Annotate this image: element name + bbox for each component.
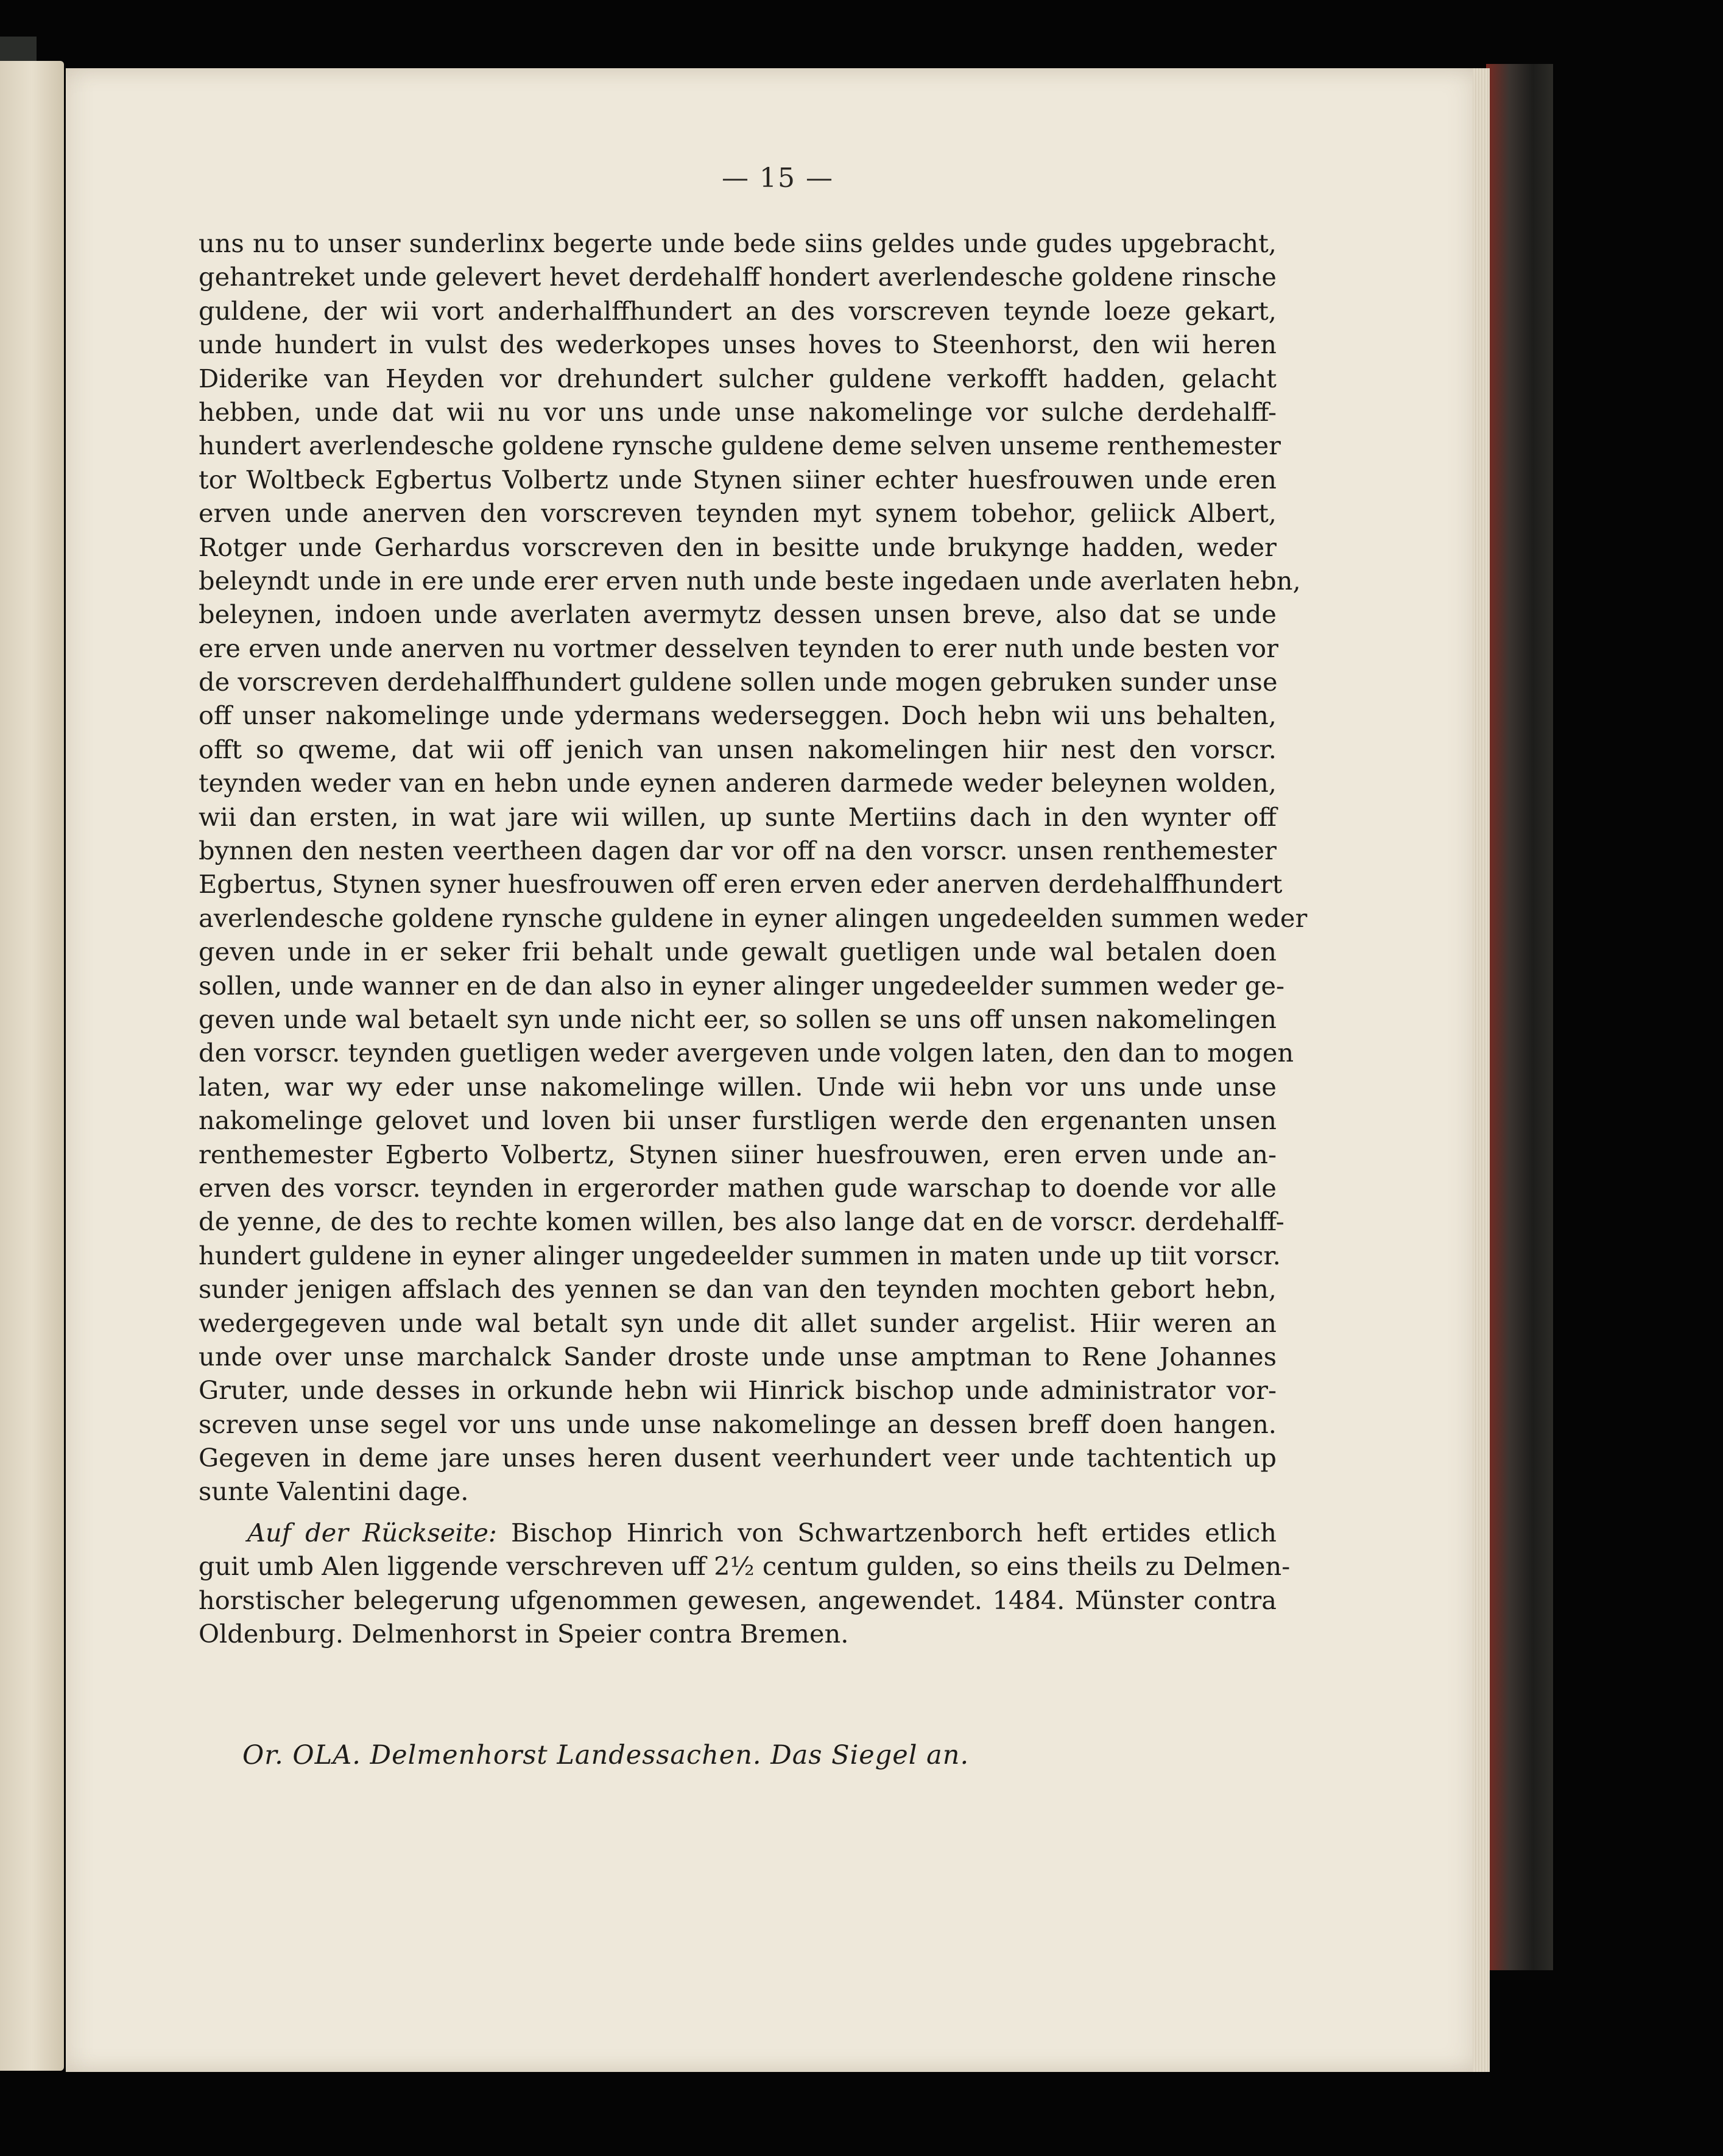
reverse-line: Oldenburg. Delmenhorst in Speier contra Bremen. [199, 1619, 849, 1649]
text-line: Rotger unde Gerhardus vorscreven den in besitte unde brukynge hadden, weder [199, 532, 1277, 562]
text-line: laten, war wy eder unse nakomelinge willen. Unde wii hebn vor uns unde unse [199, 1071, 1277, 1102]
text-line: averlendesche goldene rynsche guldene in eyner alingen ungedeelden summen weder [199, 903, 1308, 933]
text-line: uns nu to unser sunderlinx begerte unde bede siins geldes unde gudes upgebracht, [199, 228, 1277, 258]
reverse-first-text: Bischop Hinrich von Schwartzenborch heft ertides etlich [496, 1517, 1277, 1548]
text-line: unde hundert in vulst des wederkopes unses hoves to Steenhorst, den wii heren [199, 329, 1277, 360]
book-cover-right [1486, 64, 1553, 1970]
text-line: hundert averlendesche goldene rynsche guldene deme selven unseme renthemester [199, 431, 1281, 461]
text-line: wedergegeven unde wal betalt syn unde dit allet sunder argelist. Hiir weren an [199, 1308, 1277, 1338]
page-number: — 15 — [722, 163, 834, 194]
source-note: Or. OLA. Delmenhorst Landessachen. Das Siegel an. [242, 1740, 970, 1770]
text-line: wii dan ersten, in wat jare wii willen, up sunte Mertiins dach in den wynter off [199, 801, 1277, 832]
text-line: Gruter, unde desses in orkunde hebn wii Hinrick bischop unde administrator vor- [199, 1375, 1277, 1406]
text-line: beleyndt unde in ere unde erer erven nuth unde beste ingedaen unde averlaten hebn, [199, 565, 1301, 596]
text-line: Gegeven in deme jare unses heren dusent veerhundert veer unde tachtentich up [199, 1443, 1277, 1473]
reverse-line: guit umb Alen liggende verschreven uff 2½ centum gulden, so eins theils zu Delmen- [199, 1551, 1291, 1582]
text-line: guldene, der wii vort anderhalffhundert an des vorscreven teynde loeze gekart, [199, 295, 1277, 326]
text-line: erven unde anerven den vorscreven teynden myt synem tobehor, geliick Albert, [199, 498, 1277, 529]
text-line: geven unde wal betaelt syn unde nicht eer, so sollen se uns off unsen nakomelingen [199, 1004, 1277, 1034]
text-line: unde over unse marchalck Sander droste unde unse amptman to Rene Johannes [199, 1341, 1277, 1372]
text-line: erven des vorscr. teynden in ergerorder mathen gude warschap to doende vor alle [199, 1172, 1277, 1203]
text-line: sunte Valentini dage. [199, 1476, 469, 1507]
page-stack-edge [1473, 68, 1490, 2072]
text-line: geven unde in er seker frii behalt unde gewalt guetligen unde wal betalen doen [199, 937, 1277, 967]
text-line: gehantreket unde gelevert hevet derdehalff hondert averlendesche goldene rinsche [199, 262, 1277, 292]
text-line: Diderike van Heyden vor drehundert sulcher guldene verkofft hadden, gelacht [199, 363, 1277, 393]
text-line: Egbertus, Stynen syner huesfrouwen off eren erven eder anerven derdehalffhundert [199, 869, 1283, 900]
text-line: de yenne, de des to rechte komen willen, bes also lange dat en de vorscr. derdehalff- [199, 1207, 1284, 1237]
text-line: tor Woltbeck Egbertus Volbertz unde Stynen siiner echter huesfrouwen unde eren [199, 464, 1277, 495]
text-line: de vorscreven derdehalffhundert guldene sollen unde mogen gebruken sunder unse [199, 667, 1278, 697]
text-line: den vorscr. teynden guetligen weder avergeven unde volgen laten, den dan to mogen [199, 1038, 1294, 1068]
text-line: renthemester Egberto Volbertz, Stynen siiner huesfrouwen, eren erven unde an- [199, 1139, 1277, 1169]
reverse-line: horstischer belegerung ufgenommen gewesen, angewendet. 1484. Münster contra [199, 1585, 1277, 1615]
reverse-first-line [199, 1516, 1277, 1549]
body-text [199, 227, 1308, 1650]
text-line: hebben, unde dat wii nu vor uns unde unse nakomelinge vor sulche derdehalff- [199, 396, 1277, 427]
text-line: bynnen den nesten veertheen dagen dar vor off na den vorscr. unsen renthemester [199, 836, 1277, 866]
text-line: teynden weder van en hebn unde eynen anderen darmede weder beleynen wolden, [199, 768, 1277, 798]
reverse-label: Auf der Rückseite: [247, 1517, 497, 1548]
text-line: sunder jenigen affslach des yennen se dan van den teynden mochten gebort hebn, [199, 1274, 1277, 1305]
text-line: beleynen, indoen unde averlaten avermytz dessen unsen breve, also dat se unde [199, 599, 1277, 630]
text-line: hundert guldene in eyner alinger ungedeelder summen in maten unde up tiit vorscr. [199, 1240, 1281, 1270]
text-line: sollen, unde wanner en de dan also in eyner alinger ungedeelder summen weder ge- [199, 970, 1285, 1001]
text-line: nakomelinge gelovet und loven bii unser furstligen werde den ergenanten unsen [199, 1105, 1277, 1136]
left-page-edge [0, 61, 64, 2071]
text-line: offt so qweme, dat wii off jenich van unsen nakomelingen hiir nest den vorscr. [199, 734, 1277, 764]
text-line: ere erven unde anerven nu vortmer desselven teynden to erer nuth unde besten vor [199, 633, 1279, 663]
text-line: off unser nakomelinge unde ydermans wederseggen. Doch hebn wii uns behalten, [199, 700, 1277, 731]
book-page [66, 68, 1490, 2072]
text-line: screven unse segel vor uns unde unse nakomelinge an dessen breff doen hangen. [199, 1409, 1277, 1439]
